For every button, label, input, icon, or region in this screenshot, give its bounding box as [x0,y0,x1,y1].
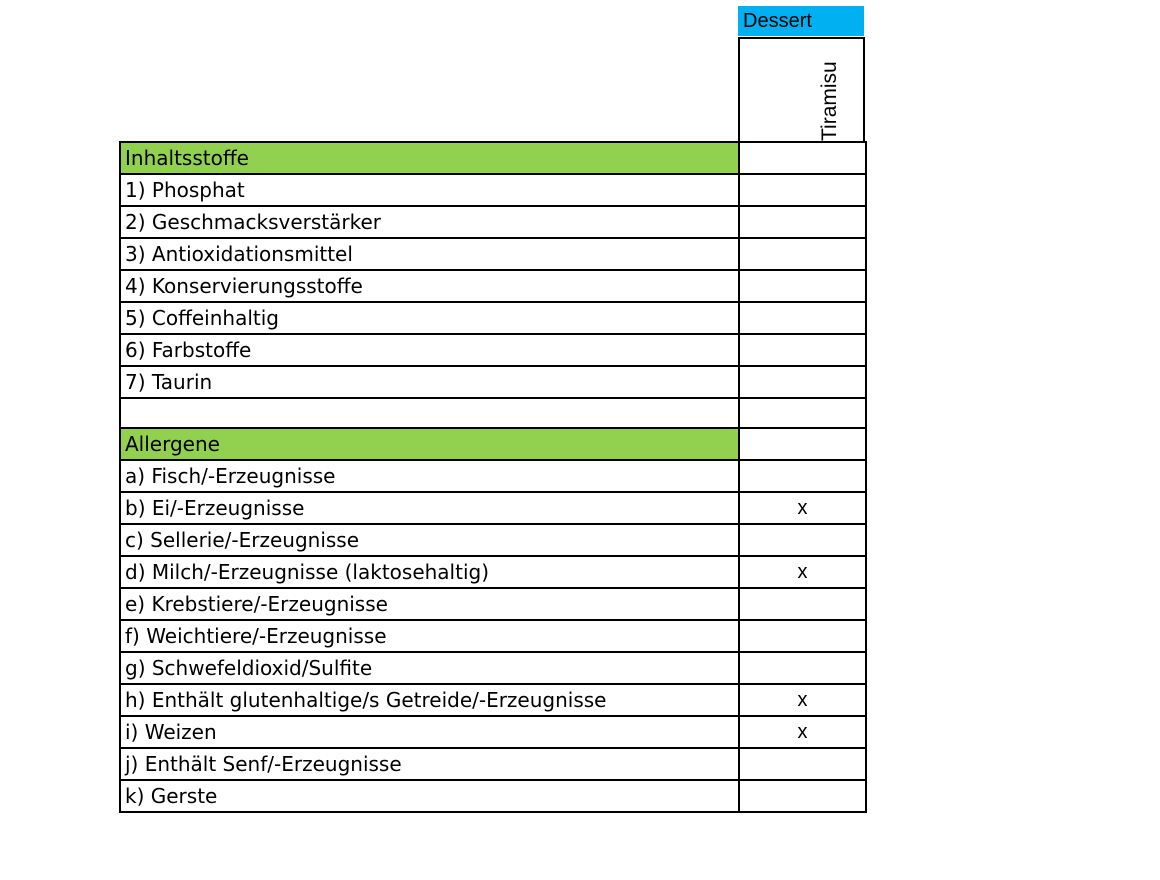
row-mark [739,428,866,460]
table-row [120,748,866,780]
row-mark: x [739,716,866,748]
category-header: Dessert [738,6,864,36]
empty-row [120,398,866,428]
table-row [120,780,866,812]
table-row [120,620,866,652]
row-label: 5) Coffeinhaltig [120,302,739,334]
table-row [120,492,866,524]
row-label: b) Ei/-Erzeugnisse [120,492,739,524]
row-label: Allergene [120,428,739,460]
table-row [120,366,866,398]
row-mark [739,206,866,238]
row-mark [739,174,866,206]
row-label: 3) Antioxidationsmittel [120,238,739,270]
table-row [120,270,866,302]
table-row [120,460,866,492]
row-mark [739,142,866,174]
table-row [120,684,866,716]
row-label: j) Enthält Senf/-Erzeugnisse [120,748,739,780]
table-row [120,302,866,334]
row-mark [739,588,866,620]
table-row [120,524,866,556]
row-label: d) Milch/-Erzeugnisse (laktosehaltig) [120,556,739,588]
row-label: 1) Phosphat [120,174,739,206]
row-mark [739,652,866,684]
row-label: 4) Konservierungsstoffe [120,270,739,302]
row-mark [739,524,866,556]
row-mark [739,334,866,366]
row-label: i) Weizen [120,716,739,748]
table-row [120,556,866,588]
allergen-table [119,141,867,813]
row-label: Inhaltsstoffe [120,142,739,174]
row-label: h) Enthält glutenhaltige/s Getreide/-Erzeugnisse [120,684,739,716]
section-header-row [120,428,866,460]
row-label: e) Krebstiere/-Erzeugnisse [120,588,739,620]
section-header-row [120,142,866,174]
row-label: g) Schwefeldioxid/Sulfite [120,652,739,684]
row-mark [739,620,866,652]
row-label: 6) Farbstoffe [120,334,739,366]
row-mark [739,398,866,428]
row-label: 2) Geschmacksverstärker [120,206,739,238]
row-label: k) Gerste [120,780,739,812]
row-label: a) Fisch/-Erzeugnisse [120,460,739,492]
row-mark [739,460,866,492]
row-mark [739,748,866,780]
table-row [120,206,866,238]
dish-column-header [738,37,865,143]
row-mark [739,270,866,302]
row-mark: x [739,556,866,588]
row-mark: x [739,684,866,716]
table-row [120,238,866,270]
row-label: 7) Taurin [120,366,739,398]
row-label: f) Weichtiere/-Erzeugnisse [120,620,739,652]
row-label: c) Sellerie/-Erzeugnisse [120,524,739,556]
table-row [120,334,866,366]
row-label [120,398,739,428]
table-row [120,588,866,620]
row-mark [739,238,866,270]
table-row [120,652,866,684]
row-mark [739,366,866,398]
dish-name: Tiramisu [818,61,841,141]
table-row [120,174,866,206]
table-row [120,716,866,748]
row-mark: x [739,492,866,524]
row-mark [739,302,866,334]
row-mark [739,780,866,812]
